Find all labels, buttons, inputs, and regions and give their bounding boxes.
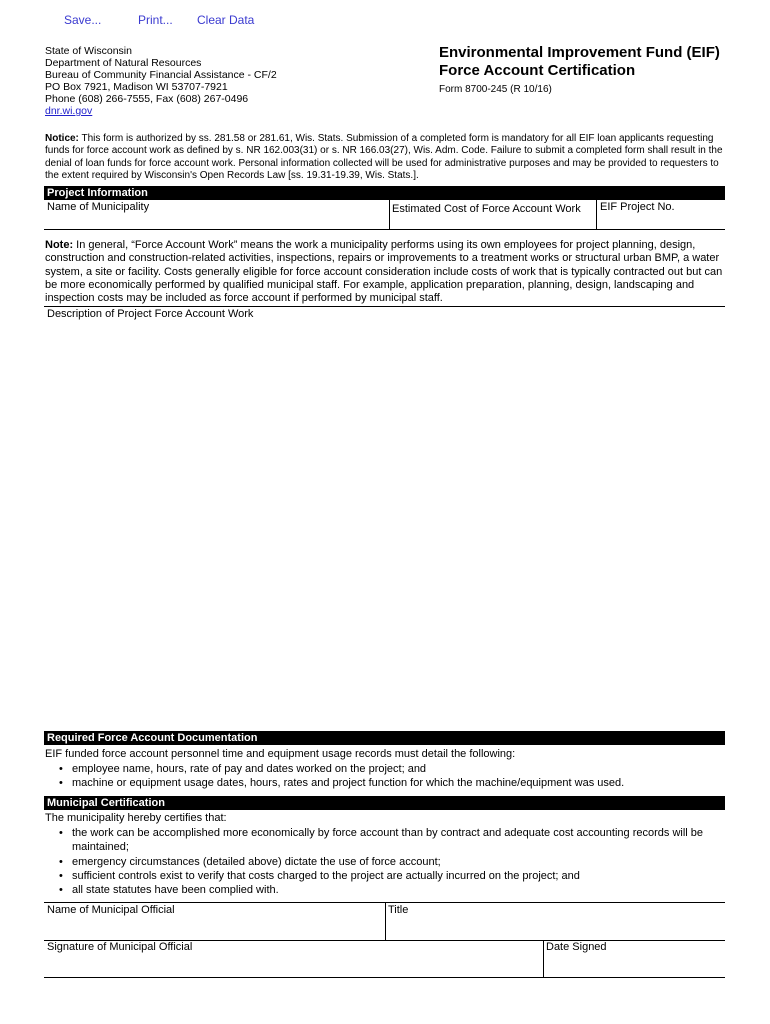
eif-project-no-field[interactable]: [600, 214, 722, 228]
estimated-cost-field[interactable]: [392, 216, 592, 228]
website-link[interactable]: dnr.wi.gov: [45, 105, 93, 117]
agency-line: Department of Natural Resources: [45, 57, 202, 69]
list-item: • employee name, hours, rate of pay and dates worked on the project; and: [45, 762, 725, 776]
list-item: • sufficient controls exist to verify that costs charged to the project are actually incurred on the project; and: [45, 869, 725, 883]
municipality-name-label: Name of Municipality: [47, 201, 150, 213]
divider: [44, 229, 725, 230]
title-field[interactable]: [388, 918, 722, 938]
form-toolbar: [64, 13, 254, 27]
note-label: Note:: [45, 239, 74, 251]
list-item: • emergency circumstances (detailed above) dictate the use of force account;: [45, 855, 725, 869]
divider: [385, 902, 386, 940]
divider: [596, 200, 597, 229]
divider: [44, 306, 725, 307]
agency-line: State of Wisconsin: [45, 45, 132, 57]
divider: [389, 200, 390, 229]
description-label: Description of Project Force Account Work: [47, 308, 254, 320]
divider: [543, 940, 544, 978]
municipality-name-field[interactable]: [47, 214, 387, 228]
list-item: • machine or equipment usage dates, hours, rates and project function for which the machine/equipment was used.: [45, 776, 725, 790]
agency-line: Phone (608) 266-7555, Fax (608) 267-0496: [45, 93, 249, 105]
notice-paragraph: [45, 133, 725, 182]
agency-address: [45, 45, 277, 117]
project-information-header: Project Information: [44, 186, 725, 200]
certification-list: [45, 826, 725, 897]
agency-line: Bureau of Community Financial Assistance - CF/2: [45, 69, 277, 81]
title-label: Title: [388, 904, 409, 916]
certification-header: Municipal Certification: [44, 796, 725, 810]
signature-label: Signature of Municipal Official: [47, 941, 193, 953]
eif-project-no-label: EIF Project No.: [600, 201, 675, 213]
notice-label: Notice:: [45, 133, 79, 144]
form-number: Form 8700-245 (R 10/16): [439, 84, 552, 95]
date-signed-field[interactable]: [546, 955, 722, 975]
clear-data-button[interactable]: Clear Data: [197, 13, 255, 27]
estimated-cost-label: Estimated Cost of Force Account Work: [392, 203, 581, 215]
print-button[interactable]: Print...: [138, 13, 173, 27]
note-text: In general, “Force Account Work” means the work a municipality performs using its own employees for project planning, design, construction and construction-related activities, inspections, repairs or improvements to a treatment works or structural urban BMP, a water system, a site or facility. Costs generally eligible for force account consideration include costs of work that is typically contracted out but can be more economically performed by qualified municipal staff. For example, application preparation, planning, design, landscaping and inspection costs may be included as force account if performed by municipal staff.: [45, 239, 723, 305]
list-item: • the work can be accomplished more economically by force account than by contract and adequate cost accounting records will be maintained;: [45, 826, 725, 855]
date-signed-label: Date Signed: [546, 941, 607, 953]
notice-text: This form is authorized by ss. 281.58 or 281.61, Wis. Stats. Submission of a completed form is mandatory for all EIF loan applicants requesting funds for force account work as defined by s. NR 162.003(31) or s. NR 166.03(27), Wis. Adm. Code. Failure to submit a completed form shall result in the denial of loan funds for force account work. Personal information collected will be used for administrative purposes and may be provided to requesters to the extent required by Wisconsin's Open Records Law [ss. 19.31-19.39, Wis. Stats.].: [45, 133, 723, 181]
agency-line: PO Box 7921, Madison WI 53707-7921: [45, 81, 228, 93]
save-button[interactable]: Save...: [64, 13, 102, 27]
form-title: Environmental Improvement Fund (EIF): [439, 44, 720, 61]
documentation-list: [45, 762, 725, 791]
signature-field[interactable]: [47, 955, 539, 975]
divider: [44, 977, 725, 978]
certification-intro: The municipality hereby certifies that:: [45, 812, 227, 824]
note-paragraph: [45, 239, 729, 305]
list-item: • all state statutes have been complied with.: [45, 883, 725, 897]
documentation-intro: EIF funded force account personnel time and equipment usage records must detail the following:: [45, 748, 516, 760]
official-name-label: Name of Municipal Official: [47, 904, 175, 916]
documentation-header: Required Force Account Documentation: [44, 731, 725, 745]
form-title-block: [439, 44, 720, 95]
form-subtitle: Force Account Certification: [439, 62, 636, 79]
official-name-field[interactable]: [47, 918, 381, 938]
description-field[interactable]: [47, 322, 722, 722]
